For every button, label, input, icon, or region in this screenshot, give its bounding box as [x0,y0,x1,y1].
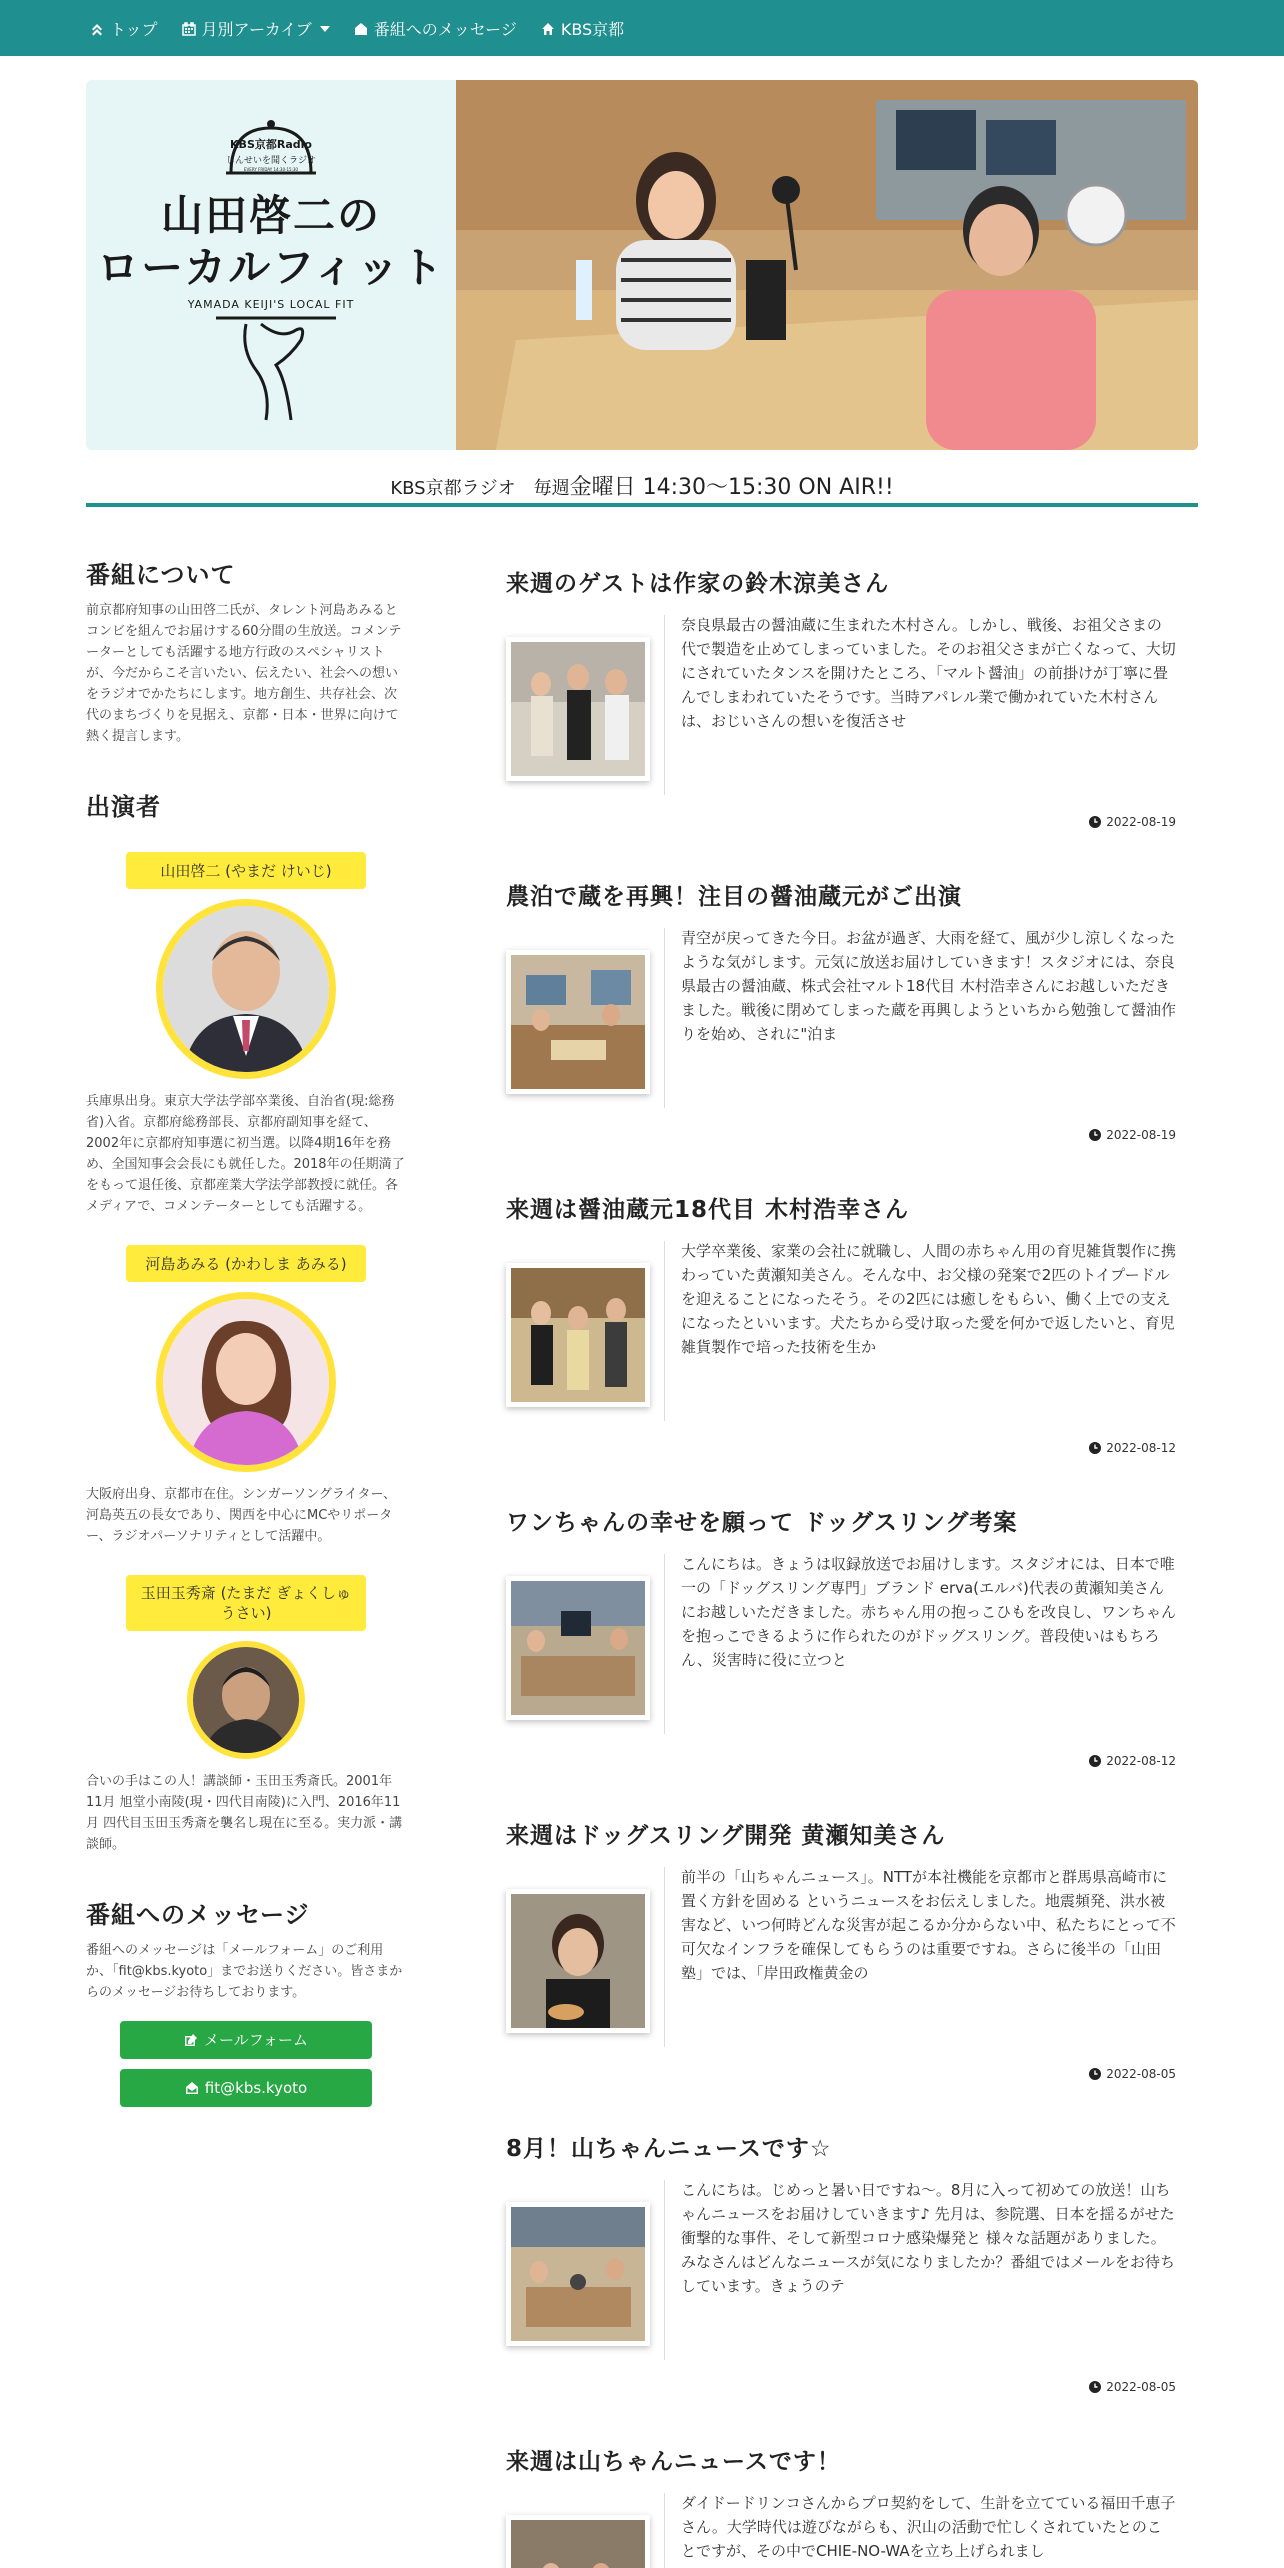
post-date [1089,1441,1176,1455]
list-item [506,2130,1176,2394]
post-photo-image [511,1268,645,1402]
about-text: 前京都府知事の山田啓二氏が、タレント河島あみるとコンビを組んでお届けする60分間の生放送。コメンテーターとしても活躍する地方行政のスペシャリストが、今だからこそ言いたい、伝えたい、社会への想いをラジオでかたちにします。地方創生、共存社会、次代のまちづくりを見据え、京都・日本・世界に向けて熱く提言します。 [86,603,402,744]
list-item [506,565,1176,829]
post-photo-image [511,2520,645,2568]
cast-bio: 合いの手はこの人！講談師・玉田玉秀斎氏。2001年11月 旭堂小南陵(現・四代目南陵)に入門、2016年11月 四代目玉田玉秀斎を襲名し現在に至る。実力派・講談師。 [86,1774,403,1852]
avatar [187,1641,305,1759]
cast-section [86,787,406,1855]
post-title-link[interactable]: 8月！山ちゃんニュースです☆ [506,2136,832,2162]
cast-name-badge: 玉田玉秀斎 (たまだ ぎょくしゅうさい) [126,1575,366,1631]
nav-archive-label: 月別アーカイブ [201,20,312,39]
post-date-text: 2022-08-12 [1106,1441,1176,1455]
email-address-button[interactable] [120,2069,372,2107]
post-divider [664,1241,665,1421]
cast-member-kawashima [86,1245,406,1547]
email-address-label: fit@kbs.kyoto [204,2079,308,2097]
title-line-1: 山田啓二の [160,191,381,240]
post-title-link[interactable]: ワンちゃんの幸せを願って ドッグスリング考案 [506,1510,1018,1536]
post-photo-image [511,642,645,776]
nav-top-link[interactable] [90,17,158,40]
radio-dome-logo [221,118,321,178]
nav-message-label: 番組へのメッセージ [373,20,517,39]
mail-form-button[interactable] [120,2021,372,2059]
post-date [1089,1128,1176,1142]
banner-program-subtitle: YAMADA KEIJI'S LOCAL FIT [187,298,355,311]
clock-icon [1089,2068,1101,2080]
post-photo-image [511,1581,645,1715]
studio-photo [456,80,1198,450]
post-divider [664,1867,665,2047]
kawashima-portrait-image [163,1299,329,1465]
list-item [506,878,1177,1142]
cast-member-tamada [86,1575,406,1855]
message-section [86,1895,406,2107]
message-title: 番組へのメッセージ [86,1901,310,1929]
post-excerpt: こんにちは。きょうは収録放送でお届けします。スタジオには、日本で唯一の「ドッグスリング専門」ブランド erva(エルバ)代表の黄瀬知美さんにお越しいただきました。赤ちゃん用の抱っこひもを改良し、ワンちゃんを抱っこできるように作られたのがドッグスリング。普段使いはもちろん、災害時に役に立つと [681,1555,1177,1669]
post-excerpt: 奈良県最古の醤油蔵に生まれた木村さん。しかし、戦後、お祖父さまの代で製造を止めてしまっていました。そのお祖父さまが亡くなって、大切にされていたタンスを開けたところ、「マルト醤油」の前掛けが丁寧に畳んでしまわれていたそうです。当時アパレル業で働かれていた木村さんは、おじいさんの想いを復活させ [681,616,1176,730]
post-title-link[interactable]: 来週は醤油蔵元18代目 木村浩幸さん [506,1197,910,1223]
post-title-link[interactable]: 来週は山ちゃんニュースです！ [506,2449,841,2475]
post-divider [664,1554,665,1734]
post-thumbnail[interactable] [506,1576,650,1720]
about-title: 番組について [86,561,236,589]
post-date [1089,2380,1176,2394]
post-photo-image [511,1894,645,2028]
envelope-open-icon [185,2081,199,2095]
cast-title: 出演者 [86,793,161,821]
list-item [506,1504,1177,1768]
banner-program-title [86,190,456,294]
post-title-link[interactable]: 農泊で蔵を再興！注目の醤油蔵元がご出演 [506,884,962,910]
yamada-portrait-image [163,906,329,1072]
tagline-day: 金 [569,475,592,500]
post-title-link[interactable]: 来週はドッグスリング開発 黄瀬知美さん [506,1823,946,1849]
message-text: 番組へのメッセージは「メールフォーム」のご利用か、「fit@kbs.kyoto」までお送りください。皆さまからのメッセージお待ちしております。 [86,1943,403,2000]
post-thumbnail[interactable] [506,1263,650,1407]
station-small-text: EVERY FRIDAY 14:30-15:30 [244,167,298,172]
clock-icon [1089,1129,1101,1141]
post-thumbnail[interactable] [506,1889,650,2033]
post-date-text: 2022-08-05 [1106,2067,1176,2081]
post-date [1089,1754,1176,1768]
post-divider [664,928,665,1108]
about-section [86,555,406,747]
tagline-divider [86,503,1198,507]
clock-icon [1089,816,1101,828]
post-photo-image [511,955,645,1089]
post-divider [664,2493,665,2568]
avatar [156,899,336,1079]
post-excerpt: 青空が戻ってきた今日。お盆が過ぎ、大雨を経て、風が少し涼しくなったような気がします。元気に放送お届けしていきます！スタジオには、奈良県最古の醤油蔵、株式会社マルト18代目 木村浩幸さんにお越しいただきました。戦後に閉めてしまった蔵を再興しようといちから勉強して醤油作りを始め、されに"泊ま [681,929,1177,1043]
banner-logo-panel [86,80,456,450]
edit-icon [184,2033,198,2047]
envelope-open-icon [354,22,368,36]
post-photo-image [511,2207,645,2341]
post-excerpt: ダイドードリンコさんからプロ契約をして、生計を立てている福田千恵子さん。大学時代は遊びながらも、沢山の活動で忙しくされていたとのことですが、その中でCHIE-NO-WAを立ち上げられまし [681,2494,1176,2560]
chevron-down-icon [320,26,330,32]
nav-top-label: トップ [110,20,158,39]
top-navbar [0,0,1284,56]
tamada-portrait-image [193,1647,299,1753]
list-item [506,1191,1177,1455]
studio-scene-image [456,80,1198,450]
post-date-text: 2022-08-19 [1106,815,1176,829]
post-date-text: 2022-08-12 [1106,1754,1176,1768]
nav-kbs-label: KBS京都 [560,20,625,39]
cast-bio: 大阪府出身、京都市在住。シンガーソングライター、河島英五の長女であり、関西を中心にMCやリポーター、ラジオパーソナリティとして活躍中。 [86,1487,396,1544]
tagline-pre: KBS京都ラジオ 毎週 [390,478,570,499]
cast-name-badge: 河島あみる (かわしま あみる) [126,1245,366,1282]
post-date-text: 2022-08-05 [1106,2380,1176,2394]
cast-member-yamada [86,852,406,1217]
program-banner [86,80,1198,450]
nav-message-link[interactable] [354,17,517,40]
double-chevron-up-icon [90,22,104,36]
post-date-text: 2022-08-19 [1106,1128,1176,1142]
post-divider [664,2180,665,2360]
station-sub-text: じんせいを聞くラジオ [225,156,317,166]
calendar-icon [182,22,196,36]
post-thumbnail[interactable] [506,2202,650,2346]
station-logo-text: KBS京都Radio [230,138,312,151]
post-excerpt: 前半の「山ちゃんニュース」。NTTが本社機能を京都市と群馬県高崎市に置く方針を固める というニュースをお伝えしました。地震頻発、洪水被害など、いつ何時どんな災害が起こるか分からない中、私たちにとって不可欠なインフラを確保してもらうのは重要ですね。さらに後半の「山田塾」では、「岸田政権黄金の [681,1868,1176,1982]
post-divider [664,615,665,795]
title-line-2: ローカルフィット [97,243,445,292]
clock-icon [1089,2381,1101,2393]
mail-form-label: メールフォーム [204,2031,308,2049]
post-thumbnail[interactable] [506,2515,650,2568]
nav-kbs-link[interactable] [541,17,624,40]
list-item [506,2443,1176,2560]
cast-name-badge: 山田啓二 (やまだ けいじ) [126,852,366,889]
list-item [506,1817,1176,2081]
cast-bio: 兵庫県出身。東京大学法学部卒業後、自治省(現:総務省)入省。京都府総務部長、京都府副知事を経て、2002年に京都府知事選に初当選。以降4期16年を務め、全国知事会会長にも就任した。2018年の任期満了をもって退任後、京都産業大学法学部教授に就任。各メディアで、コメンテーターとしても活躍する。 [86,1094,405,1214]
post-thumbnail[interactable] [506,950,650,1094]
post-excerpt: 大学卒業後、家業の会社に就職し、人間の赤ちゃん用の育児雑貨製作に携わっていた黄瀬知美さん。そんな中、お父様の発案で2匹のトイプードルを迎えることになったそう。その2匹には癒しをもらい、働く上での支えになったといいます。犬たちから受け取った愛を何かで返したいと、育児雑貨製作で培った技術を生か [681,1242,1177,1356]
clock-icon [1089,1755,1101,1767]
post-excerpt: こんにちは。じめっと暑い日ですね～。8月に入って初めての放送！山ちゃんニュースをお届けしていきます♪ 先月は、参院選、日本を揺るがせた衝撃的な事件、そして新型コロナ感染爆発と 様々な話題がありました。みなさんはどんなニュースが気になりましたか？番組ではメールをお待ちしています。きょうのテ [681,2181,1175,2295]
clock-icon [1089,1442,1101,1454]
sidebar [86,555,406,2107]
avatar [156,1292,336,1472]
post-title-link[interactable]: 来週のゲストは作家の鈴木涼美さん [506,571,890,597]
post-thumbnail[interactable] [506,637,650,781]
serving-hand-illustration [201,310,351,430]
broadcast-tagline [86,470,1198,501]
tagline-post: 曜日 14:30～15:30 ON AIR!! [591,475,894,500]
post-date [1089,2067,1176,2081]
nav-monthly-archive-dropdown[interactable] [182,17,330,40]
home-icon [541,22,555,36]
post-date [1089,815,1176,829]
